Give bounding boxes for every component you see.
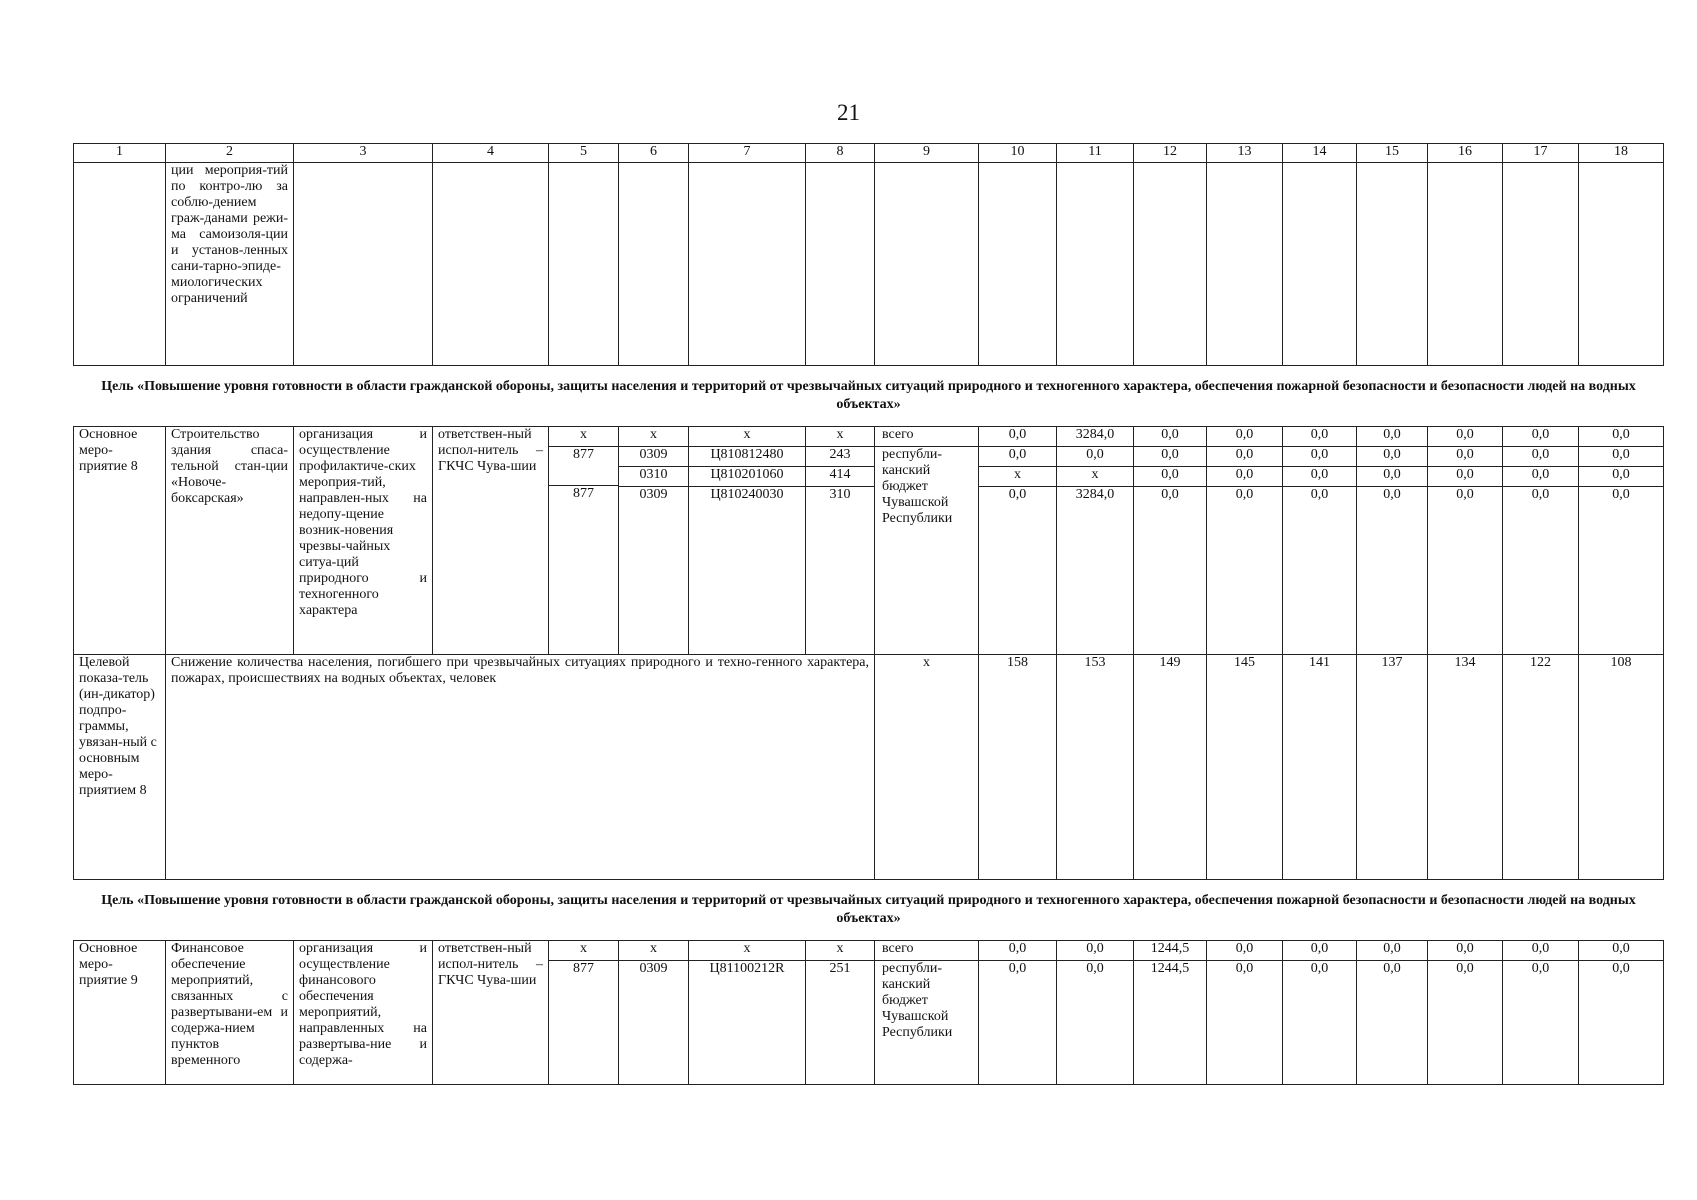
indicator-row [74,655,1664,880]
event9-values-18: 0,0 0,0 [1579,941,1664,1085]
event8-row [74,427,1664,655]
event9-values-10: 0,0 0,0 [979,941,1057,1085]
event8-values-18: 0,0 0,0 0,0 0,0 [1579,427,1664,655]
col-number: 2 [166,144,294,163]
col-number: 16 [1428,144,1503,163]
indicator-value: 149 [1134,655,1207,880]
event9-values-16: 0,0 0,0 [1428,941,1503,1085]
continuation-row [74,163,1664,366]
event9-values-12: 1244,5 1244,5 [1134,941,1207,1085]
goal-heading: Цель «Повышение уровня готовности в области гражданской обороны, защиты населения и территорий от чрезвычайных ситуаций природного и техногенного характера, обеспечения пожарной безопасности и безопасности людей на водных объектах» [74,366,1664,427]
event8-values-17: 0,0 0,0 0,0 0,0 [1503,427,1579,655]
event8-col8: х 243 414 310 [806,427,875,655]
event8-values-15: 0,0 0,0 0,0 0,0 [1357,427,1428,655]
event8-values-10: 0,0 0,0 х 0,0 [979,427,1057,655]
col-number: 17 [1503,144,1579,163]
indicator-value: 145 [1207,655,1283,880]
event9-values-14: 0,0 0,0 [1283,941,1357,1085]
col-number: 3 [294,144,433,163]
event8-description: организация и осуществление профилактиче-ских мероприя-тий, направлен-ных на недопу-щение возник-новения чрезвы-чайных ситуа-ций природного и техногенного характера [294,427,433,655]
event9-values-13: 0,0 0,0 [1207,941,1283,1085]
col-number: 6 [619,144,689,163]
col-number: 11 [1057,144,1134,163]
goal-row-2 [74,880,1664,941]
col-number: 12 [1134,144,1207,163]
event8-col7: х Ц810812480 Ц810201060 Ц810240030 [689,427,806,655]
event8-values-14: 0,0 0,0 0,0 0,0 [1283,427,1357,655]
col-number: 18 [1579,144,1664,163]
col-number: 4 [433,144,549,163]
event8-source: всего республи-канский бюджет Чувашской Республики [875,427,979,655]
event9-values-15: 0,0 0,0 [1357,941,1428,1085]
indicator-value: 141 [1283,655,1357,880]
event9-values-17: 0,0 0,0 [1503,941,1579,1085]
event8-values-12: 0,0 0,0 0,0 0,0 [1134,427,1207,655]
event9-executor: ответствен-ный испол-нитель – ГКЧС Чува-шии [433,941,549,1085]
col-number: 8 [806,144,875,163]
event8-col6: х 0309 0310 0309 [619,427,689,655]
event8-title: Основное меро-приятие 8 [74,427,166,655]
indicator-value: 158 [979,655,1057,880]
indicator-value: 137 [1357,655,1428,880]
indicator-value: 134 [1428,655,1503,880]
indicator-value: 122 [1503,655,1579,880]
event8-values-16: 0,0 0,0 0,0 0,0 [1428,427,1503,655]
indicator-text: Снижение количества населения, погибшего при чрезвычайных ситуациях природного и техно-генного характера, пожарах, происшествиях на водных объектах, человек [166,655,875,880]
column-number-row [74,144,1664,163]
col-number: 10 [979,144,1057,163]
event8-values-13: 0,0 0,0 0,0 0,0 [1207,427,1283,655]
event8-executor: ответствен-ный испол-нитель – ГКЧС Чува-шии [433,427,549,655]
event9-source: всего республи-канский бюджет Чувашской Республики [875,941,979,1085]
col-number: 5 [549,144,619,163]
goal-heading-2: Цель «Повышение уровня готовности в области гражданской обороны, защиты населения и территорий от чрезвычайных ситуаций природного и техногенного характера, обеспечения пожарной безопасности и безопасности людей на водных объектах» [74,880,1664,941]
event8-name: Строительство здания спаса-тельной стан-ции «Новоче-боксарская» [166,427,294,655]
event9-col8: х 251 [806,941,875,1085]
event9-col6: х 0309 [619,941,689,1085]
indicator-title: Целевой показа-тель (ин-дикатор) подпро-граммы, увязан-ный с основным меро-приятием 8 [74,655,166,880]
col-number: 14 [1283,144,1357,163]
indicator-source: х [875,655,979,880]
col-number: 7 [689,144,806,163]
event9-col5: х 877 [549,941,619,1085]
event9-description: организация и осуществление финансового обеспечения мероприятий, направленных на развертыва-ние и содержа- [294,941,433,1085]
budget-table [73,143,1664,1085]
indicator-value: 108 [1579,655,1664,880]
col-number: 13 [1207,144,1283,163]
event9-row [74,941,1664,1085]
event9-values-11: 0,0 0,0 [1057,941,1134,1085]
event8-values-11: 3284,0 0,0 х 3284,0 [1057,427,1134,655]
event8-col5: х 877 877 [549,427,619,655]
event9-title: Основное меро-приятие 9 [74,941,166,1085]
continuation-text: ции мероприя-тий по контро-лю за соблю-дением граж-данами режи-ма самоизоля-ции и установ-ленных сани-тарно-эпиде-миологических ограничений [166,163,294,366]
event9-col7: х Ц81100212R [689,941,806,1085]
goal-row [74,366,1664,427]
col-number: 1 [74,144,166,163]
col-number: 9 [875,144,979,163]
page-number: 21 [837,100,860,125]
event9-name: Финансовое обеспечение мероприятий, связанных с развертывани-ем и содержа-нием пунктов временного [166,941,294,1085]
indicator-value: 153 [1057,655,1134,880]
col-number: 15 [1357,144,1428,163]
